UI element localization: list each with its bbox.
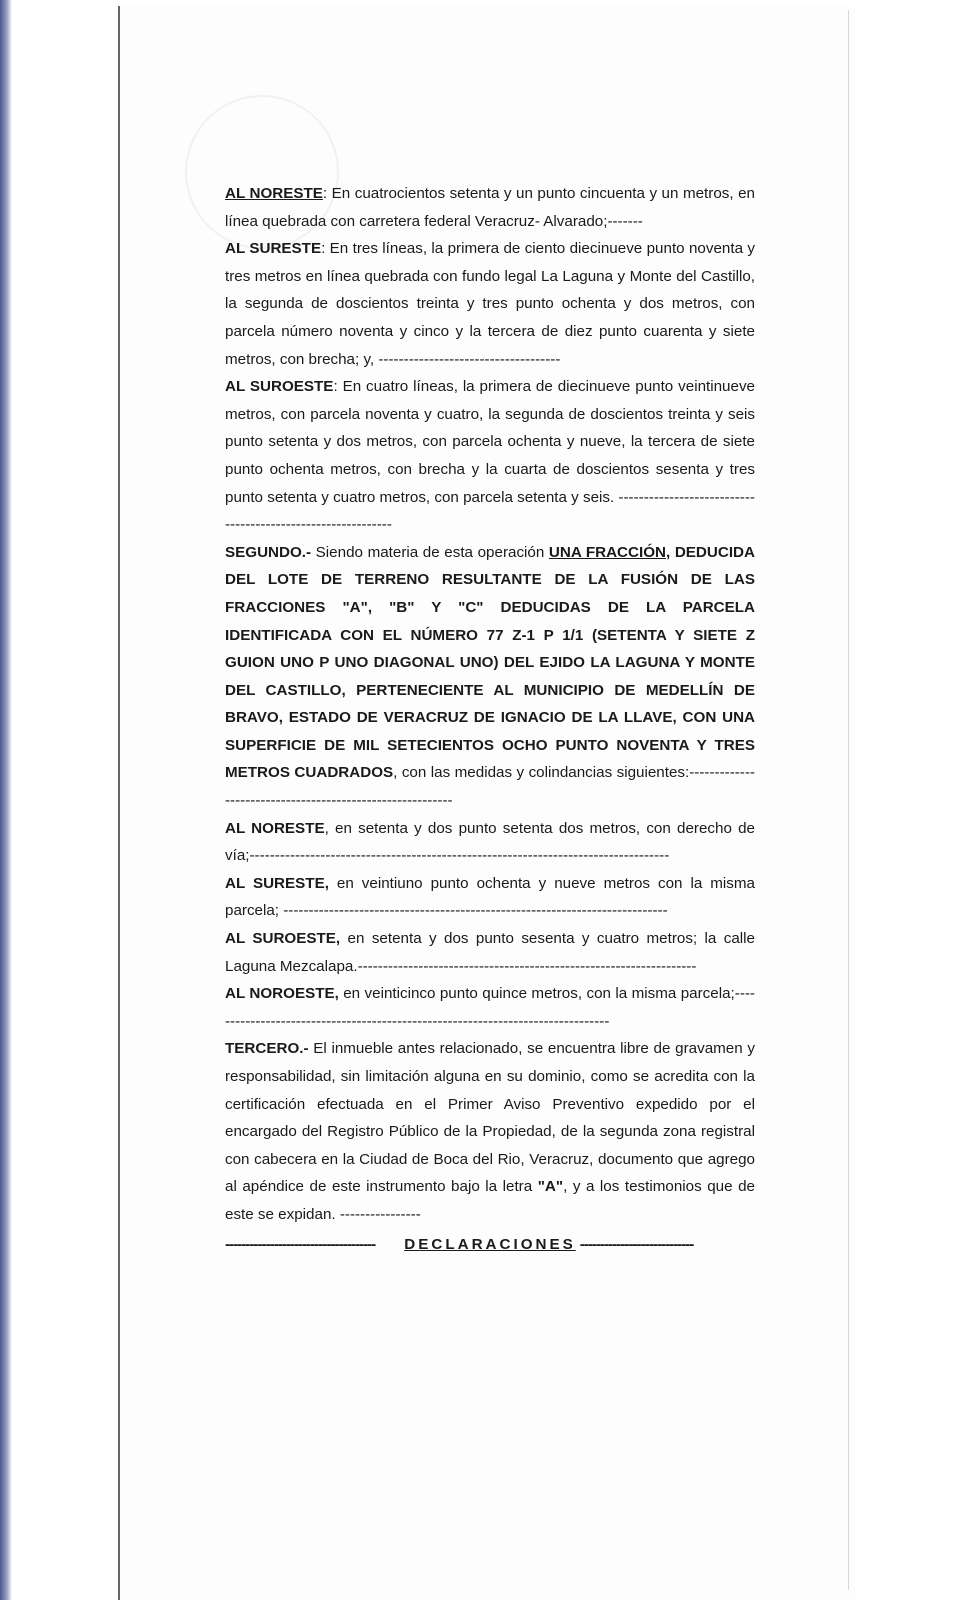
paragraph-segundo — [225, 539, 755, 815]
text-segundo-tail: , con las medidas y colindancias siguientes:---------------------------------------------------------- — [225, 764, 755, 810]
label-al-suroeste: AL SUROESTE — [225, 378, 334, 396]
text-segundo-underlined: UNA FRACCIÓN, — [548, 543, 671, 561]
text-segundo-caps: DEDUCIDA DEL LOTE DE TERRENO RESULTANTE DE LA FUSIÓN DE LAS FRACCIONES "A", "B" Y "C" DEDUCIDAS DE LA PARCELA IDENTIFICADA CON EL NÚMERO 77 Z-1 P 1/1 (SETENTA Y SIETE Z GUION UNO P UNO DIAGONAL UNO) DEL EJIDO LA LAGUNA Y MONTE DEL CASTILLO, PERTENECIENTE AL MUNICIPIO DE MEDELLÍN DE BRAVO, ESTADO DE VERACRUZ DE IGNACIO DE LA LLAVE, CON UNA SUPERFICIE DE MIL SETECIENTOS OCHO PUNTO NOVENTA Y TRES METROS CUADRADOS — [225, 543, 755, 782]
paragraph-noreste-2 — [225, 815, 755, 870]
paragraph-suroeste-2 — [225, 925, 755, 980]
heading-title: DECLARACIONES — [404, 1235, 576, 1253]
paragraph-tercero — [225, 1035, 755, 1228]
text-segundo-intro: Siendo materia de esta operación — [311, 543, 549, 561]
text-noreste: : En cuatrocientos setenta y un punto cincuenta y un metros, en línea quebrada con carretera federal Veracruz- Alvarado;------- — [225, 185, 755, 230]
label-al-sureste: AL SURESTE — [225, 240, 322, 258]
paragraph-sureste — [225, 235, 755, 373]
text-noreste-2: , en setenta y dos punto setenta dos metros, con derecho de vía;----------------------------------------------------------------------------------- — [225, 819, 756, 865]
label-segundo: SEGUNDO.- — [225, 543, 312, 561]
label-al-noroeste-2: AL NOROESTE, — [225, 985, 339, 1003]
text-sureste: : En tres líneas, la primera de ciento diecinueve punto noventa y tres metros en línea quebrada con fundo legal La Laguna y Monte del Castillo, la segunda de doscientos treinta y tres punto ochenta y dos metros, con parcela número noventa y cinco y la tercera de diez punto cuarenta y siete metros, con brecha; y, ------------------------------------ — [225, 240, 755, 368]
paragraph-sureste-2 — [225, 870, 755, 925]
heading-dashes-right: ---------------------------- — [579, 1235, 694, 1253]
label-al-sureste-2: AL SURESTE, — [225, 874, 329, 892]
scan-edge — [0, 0, 12, 1600]
label-al-noreste: AL NORESTE — [225, 185, 323, 202]
page-rule — [848, 10, 849, 1590]
text-suroeste: : En cuatro líneas, la primera de diecinueve punto veintinueve metros, con parcela noventa y cuatro, la segunda de doscientos treinta y seis punto setenta y dos metros, con parcela ochenta y nueve, la tercera de siete punto ochenta metros, con brecha y la cuarta de doscientos sesenta y tres punto setenta y cuatro metros, con parcela setenta y seis. ------------------------------------------------------------ — [225, 378, 755, 534]
text-sureste-2: en veintiuno punto ochenta y nueve metros con la misma parcela; ---------------------------------------------------------------------------- — [225, 874, 755, 920]
text-tercero: El inmueble antes relacionado, se encuentra libre de gravamen y responsabilidad, sin limitación alguna en su dominio, como se acredita con la certificación efectuada en el Primer Aviso Preventivo expedido por el encargado del Registro Público de la Propiedad, de la segunda zona registral con cabecera en la Ciudad de Boca del Rio, Veracruz, documento que agrego al apéndice de este instrumento bajo la letra — [225, 1040, 755, 1196]
paragraph-noroeste-2 — [225, 980, 755, 1035]
text-tercero-letter: "A" — [537, 1178, 564, 1196]
label-al-noreste-2: AL NORESTE — [225, 819, 325, 837]
document-body — [225, 180, 755, 1258]
heading-dashes-left: ------------------------------------- — [225, 1235, 376, 1253]
label-al-suroeste-2: AL SUROESTE, — [225, 930, 341, 948]
label-tercero: TERCERO.- — [225, 1040, 309, 1058]
section-heading — [225, 1231, 755, 1259]
text-tercero-tail: , y a los testimonios que de este se expidan. ---------------- — [225, 1178, 755, 1223]
text-noroeste-2: en veinticinco punto quince metros, con la misma parcela;-------------------------------------------------------------------------------- — [225, 985, 755, 1030]
paragraph-noreste — [225, 180, 755, 235]
text-suroeste-2: en setenta y dos punto sesenta y cuatro metros; la calle Laguna Mezcalapa.------------------------------------------------------------------- — [225, 930, 755, 975]
paragraph-suroeste — [225, 373, 755, 539]
